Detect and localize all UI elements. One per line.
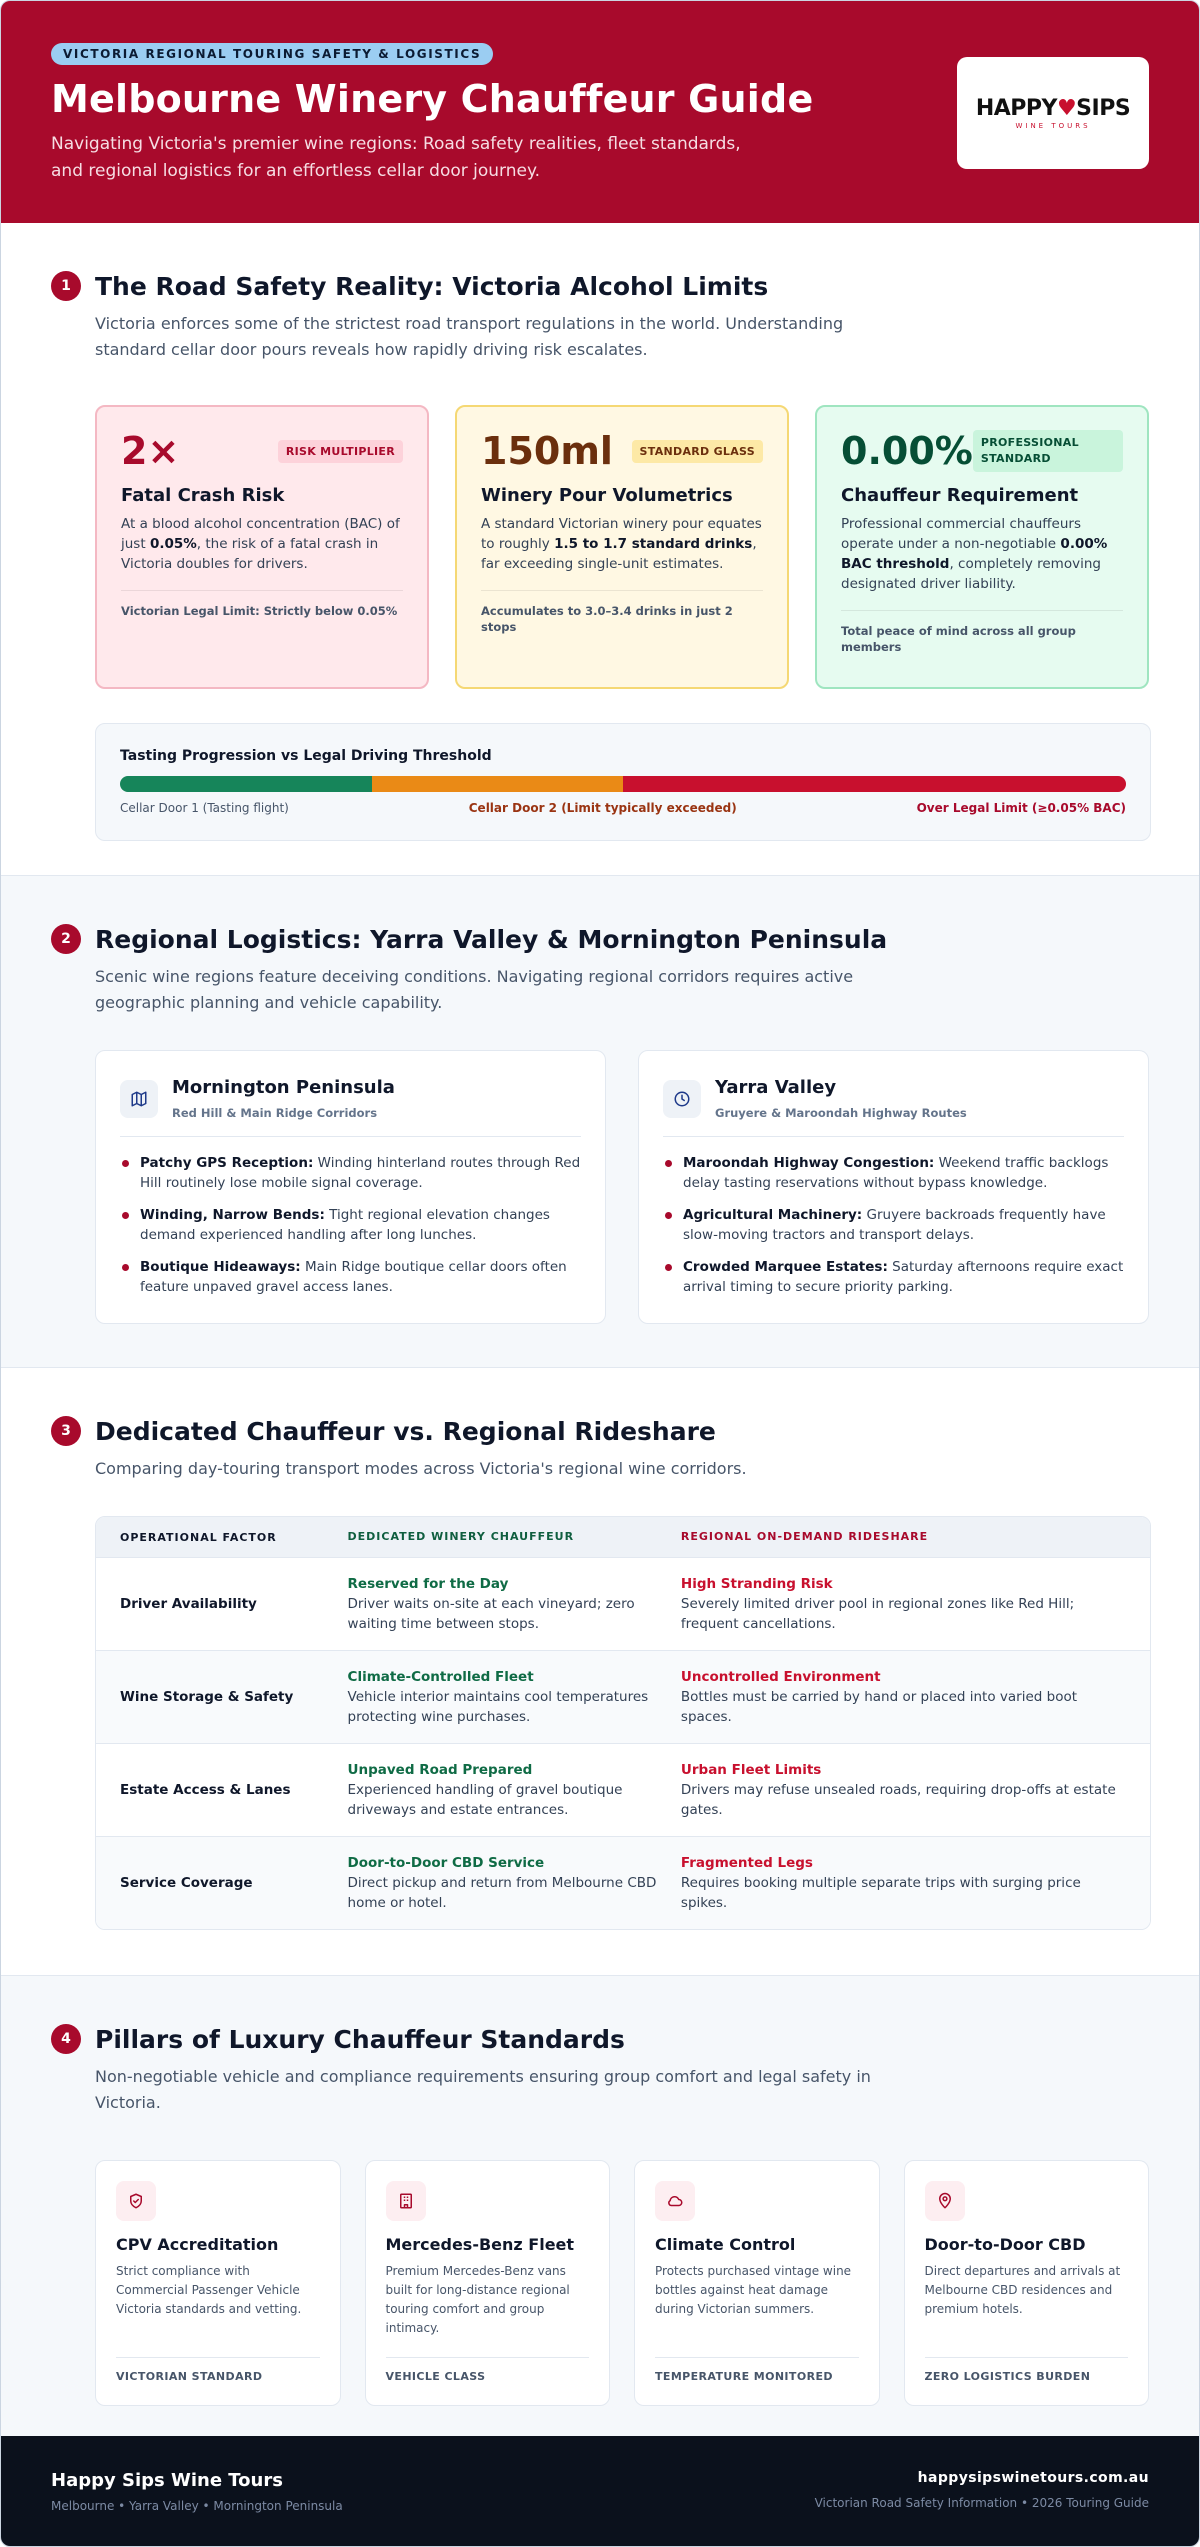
- pillar-body: Strict compliance with Commercial Passenger Vehicle Victoria standards and vetting.: [116, 2264, 302, 2316]
- row-factor: Driver Availability: [120, 1596, 257, 1612]
- logo-word-happy: HAPPY: [975, 96, 1057, 121]
- progression-bar: [120, 776, 1126, 792]
- brand-logo: [957, 57, 1149, 169]
- section-description: Scenic wine regions feature deceiving conditions. Navigating regional corridors requires active geographic planning and vehicle capability.: [95, 967, 854, 1012]
- stat-value: 0.00%: [841, 429, 973, 473]
- section-road-safety: [1, 223, 1199, 875]
- heart-icon: ♥: [1056, 96, 1077, 121]
- section-number-badge: 1: [51, 271, 81, 301]
- rideshare-cell: Fragmented Legs Requires booking multiple separate trips with surging price spikes.: [680, 1855, 1081, 1911]
- section-title: The Road Safety Reality: Victoria Alcohol Limits: [95, 271, 769, 301]
- pillar-card-cpv: [95, 2160, 341, 2406]
- section-heading: [51, 2024, 1149, 2054]
- pillar-title: Door-to-Door CBD: [924, 2235, 1086, 2254]
- section-number-badge: 4: [51, 2024, 81, 2054]
- footer-website-link[interactable]: happysipswinetours.com.au: [917, 2470, 1149, 2486]
- chauffeur-cell: Reserved for the Day Driver waits on-site at each vineyard; zero waiting time between stops.: [347, 1576, 635, 1632]
- page-subtitle: Navigating Victoria's premier wine regions: Road safety realities, fleet standards, and regional logistics for an effortless cellar door journey.: [51, 134, 741, 181]
- stat-badge: STANDARD GLASS: [632, 440, 763, 463]
- section-luxury-standards: [1, 1975, 1199, 2440]
- region-card-mornington: [95, 1050, 606, 1324]
- table-row: [96, 1650, 1150, 1743]
- hero-header: [1, 1, 1199, 223]
- footer-regions: Melbourne • Yarra Valley • Mornington Peninsula: [51, 2499, 343, 2513]
- stat-card-chauffeur-requirement: [815, 405, 1149, 689]
- map-icon: [120, 1080, 158, 1118]
- footer-brand: Happy Sips Wine Tours: [51, 2470, 283, 2491]
- progression-label-over-limit: Over Legal Limit (≥0.05% BAC): [916, 801, 1126, 815]
- stat-footer: Accumulates to 3.0–3.4 drinks in just 2 stops: [481, 590, 763, 635]
- table-header-row: [96, 1517, 1150, 1557]
- logo-wordmark: [976, 96, 1130, 121]
- pillar-cards: [95, 2160, 1149, 2406]
- pillar-title: Climate Control: [655, 2235, 796, 2254]
- section-title: Regional Logistics: Yarra Valley & Mornington Peninsula: [95, 924, 888, 954]
- tasting-progression-panel: [95, 723, 1151, 841]
- progression-segment-safe: [120, 776, 372, 792]
- table-row: [96, 1743, 1150, 1836]
- row-factor: Service Coverage: [120, 1875, 253, 1891]
- stat-card-crash-risk: [95, 405, 429, 689]
- page-footer: [1, 2436, 1199, 2546]
- stat-title: Winery Pour Volumetrics: [481, 485, 733, 506]
- region-subtitle: Gruyere & Maroondah Highway Routes: [715, 1106, 967, 1120]
- pillar-footer: ZERO LOGISTICS BURDEN: [925, 2357, 1129, 2383]
- section-number-badge: 2: [51, 924, 81, 954]
- progression-segment-warning: [372, 776, 624, 792]
- region-name: Mornington Peninsula: [172, 1077, 395, 1098]
- cloud-icon: [655, 2181, 695, 2221]
- section-heading: [51, 924, 1149, 954]
- region-subtitle: Red Hill & Main Ridge Corridors: [172, 1106, 378, 1120]
- progression-label-door-2: Cellar Door 2 (Limit typically exceeded): [468, 801, 737, 815]
- shield-check-icon: [116, 2181, 156, 2221]
- pillar-card-climate: [634, 2160, 880, 2406]
- pillar-footer: TEMPERATURE MONITORED: [655, 2357, 859, 2383]
- section-comparison: [1, 1367, 1199, 1975]
- pillar-body: Direct departures and arrivals at Melbourne CBD residences and premium hotels.: [924, 2264, 1121, 2316]
- stat-badge: RISK MULTIPLIER: [278, 440, 403, 463]
- logo-tagline: WINE TOURS: [1015, 122, 1091, 130]
- column-header-factor: OPERATIONAL FACTOR: [120, 1530, 277, 1544]
- pillar-footer: VICTORIAN STANDARD: [116, 2357, 320, 2383]
- section-description: Victoria enforces some of the strictest road transport regulations in the world. Understanding standard cellar door pours reveals how rapidly driving risk escalates.: [95, 314, 844, 359]
- progression-segment-over-limit: [623, 776, 1126, 792]
- list-item: Winding, Narrow Bends: Tight regional elevation changes demand experienced handling after long lunches.: [120, 1205, 581, 1245]
- progression-label-door-1: Cellar Door 1 (Tasting flight): [120, 801, 289, 815]
- pillar-title: CPV Accreditation: [116, 2235, 279, 2254]
- clock-icon: [663, 1080, 701, 1118]
- region-name: Yarra Valley: [715, 1077, 837, 1098]
- list-item: Maroondah Highway Congestion: Weekend traffic backlogs delay tasting reservations without bypass knowledge.: [663, 1153, 1124, 1193]
- pillar-footer: VEHICLE CLASS: [386, 2357, 590, 2383]
- header-kicker-badge: VICTORIA REGIONAL TOURING SAFETY & LOGISTICS: [51, 43, 493, 65]
- region-card-yarra-valley: [638, 1050, 1149, 1324]
- row-factor: Estate Access & Lanes: [120, 1782, 291, 1798]
- section-title: Dedicated Chauffeur vs. Regional Rideshare: [95, 1416, 716, 1446]
- stat-footer: Total peace of mind across all group members: [841, 610, 1123, 655]
- section-heading: [51, 1416, 1149, 1446]
- section-description: Comparing day-touring transport modes across Victoria's regional wine corridors.: [95, 1459, 747, 1478]
- progression-labels: [120, 801, 1126, 815]
- table-row: [96, 1557, 1150, 1650]
- section-number-badge: 3: [51, 1416, 81, 1446]
- stat-body: At a blood alcohol concentration (BAC) of just 0.05%, the risk of a fatal crash in Victoria doubles for drivers.: [121, 516, 400, 572]
- building-icon: [386, 2181, 426, 2221]
- region-issue-list: [663, 1153, 1124, 1297]
- stat-title: Chauffeur Requirement: [841, 485, 1079, 506]
- footer-note: Victorian Road Safety Information • 2026 Touring Guide: [814, 2496, 1149, 2510]
- logo-word-sips: SIPS: [1076, 96, 1131, 121]
- column-header-rideshare: REGIONAL ON-DEMAND RIDESHARE: [680, 1530, 929, 1543]
- section-description: Non-negotiable vehicle and compliance requirements ensuring group comfort and legal safety in Victoria.: [95, 2067, 871, 2112]
- list-item: Boutique Hideaways: Main Ridge boutique cellar doors often feature unpaved gravel access lanes.: [120, 1257, 581, 1297]
- page-title: Melbourne Winery Chauffeur Guide: [51, 77, 814, 121]
- map-pin-icon: [925, 2181, 965, 2221]
- stat-body: A standard Victorian winery pour equates to roughly 1.5 to 1.7 standard drinks, far exceeding single-unit estimates.: [481, 516, 762, 572]
- rideshare-cell: Uncontrolled Environment Bottles must be carried by hand or placed into varied boot spaces.: [680, 1669, 1078, 1725]
- pillar-card-fleet: [365, 2160, 611, 2406]
- stat-footer: Victorian Legal Limit: Strictly below 0.05%: [121, 590, 403, 619]
- progression-title: Tasting Progression vs Legal Driving Threshold: [120, 748, 492, 764]
- section-heading: [51, 271, 1149, 301]
- comparison-table: [95, 1516, 1151, 1930]
- table-row: [96, 1836, 1150, 1929]
- row-factor: Wine Storage & Safety: [120, 1689, 294, 1705]
- rideshare-cell: Urban Fleet Limits Drivers may refuse unsealed roads, requiring drop-offs at estate gates.: [680, 1762, 1116, 1818]
- section-title: Pillars of Luxury Chauffeur Standards: [95, 2024, 625, 2054]
- list-item: Patchy GPS Reception: Winding hinterland routes through Red Hill routinely lose mobile signal coverage.: [120, 1153, 581, 1193]
- stat-value: 2×: [121, 429, 180, 473]
- stat-cards: [95, 405, 1149, 689]
- region-issue-list: [120, 1153, 581, 1297]
- stat-card-pour-volume: [455, 405, 789, 689]
- pillar-card-door-to-door: [904, 2160, 1150, 2406]
- chauffeur-cell: Door-to-Door CBD Service Direct pickup and return from Melbourne CBD home or hotel.: [347, 1855, 657, 1911]
- pillar-body: Protects purchased vintage wine bottles against heat damage during Victorian summers.: [655, 2264, 852, 2316]
- column-header-chauffeur: DEDICATED WINERY CHAUFFEUR: [347, 1530, 575, 1543]
- stat-badge: PROFESSIONAL STANDARD: [973, 430, 1123, 472]
- stat-title: Fatal Crash Risk: [121, 485, 285, 506]
- stat-body: Professional commercial chauffeurs operate under a non-negotiable 0.00% BAC threshold, completely removing designated driver liability.: [841, 516, 1108, 592]
- stat-value: 150ml: [481, 429, 613, 473]
- chauffeur-cell: Climate-Controlled Fleet Vehicle interior maintains cool temperatures protecting wine purchases.: [347, 1669, 649, 1725]
- section-regional-logistics: [1, 875, 1199, 1367]
- region-cards: [95, 1050, 1149, 1324]
- pillar-body: Premium Mercedes-Benz vans built for long-distance regional touring comfort and group intimacy.: [385, 2264, 570, 2335]
- list-item: Crowded Marquee Estates: Saturday afternoons require exact arrival timing to secure priority parking.: [663, 1257, 1124, 1297]
- rideshare-cell: High Stranding Risk Severely limited driver pool in regional zones like Red Hill; frequent cancellations.: [680, 1576, 1075, 1632]
- list-item: Agricultural Machinery: Gruyere backroads frequently have slow-moving tractors and transport delays.: [663, 1205, 1124, 1245]
- pillar-title: Mercedes-Benz Fleet: [385, 2235, 575, 2254]
- chauffeur-cell: Unpaved Road Prepared Experienced handling of gravel boutique driveways and estate entrances.: [347, 1762, 623, 1818]
